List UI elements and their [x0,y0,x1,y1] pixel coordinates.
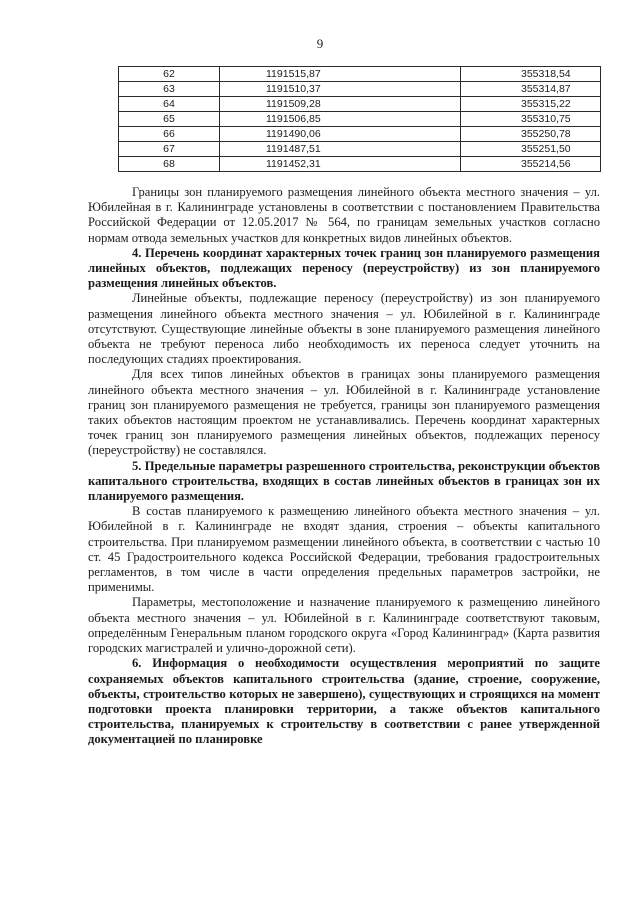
point-number-cell: 65 [119,112,220,127]
y-coordinate-cell: 355310,75 [461,112,601,127]
table-row [119,112,601,127]
section-heading: 4. Перечень координат характерных точек границ зон планируемого размещения линейных объектов, подлежащих переносу (переустройству) из зон планируемого размещения линейных объектов. [88,245,600,291]
y-coordinate-cell: 355214,56 [461,157,601,172]
x-coordinate-cell: 1191452,31 [220,157,461,172]
section-heading: 5. Предельные параметры разрешенного строительства, реконструкции объектов капитального строительства, входящих в состав линейных объектов в границах зон их планируемого размещения. [88,458,600,504]
x-coordinate-cell: 1191490,06 [220,127,461,142]
coordinates-table-body [119,67,601,172]
page-number: 9 [316,36,324,51]
point-number-cell: 63 [119,82,220,97]
paragraph: Границы зон планируемого размещения линейного объекта местного значения – ул. Юбилейная в г. Калининграде установлены в соответствии с постановлением Правительства Российской Федерации от 12.05.2017 № 564, по границам земельных участков согласно нормам отвода земельных участков для конкретных видов линейных объектов. [88,185,600,245]
coordinates-table [118,66,601,172]
point-number-cell: 68 [119,157,220,172]
x-coordinate-cell: 1191509,28 [220,97,461,112]
y-coordinate-cell: 355251,50 [461,142,601,157]
x-coordinate-cell: 1191487,51 [220,142,461,157]
table-row [119,82,601,97]
table-row [119,67,601,82]
y-coordinate-cell: 355318,54 [461,67,601,82]
x-coordinate-cell: 1191515,87 [220,67,461,82]
body-text [88,185,600,748]
point-number-cell: 66 [119,127,220,142]
table-row [119,127,601,142]
y-coordinate-cell: 355314,87 [461,82,601,97]
x-coordinate-cell: 1191506,85 [220,112,461,127]
point-number-cell: 64 [119,97,220,112]
point-number-cell: 62 [119,67,220,82]
table-row [119,142,601,157]
paragraph: Параметры, местоположение и назначение планируемого к размещению линейного объекта местного значения – ул. Юбилейной в г. Калининграде соответствуют таковым, определённым Генеральным планом городского округа «Город Калининград» (Карта развития городских магистралей и улично-дорожной сети). [88,595,600,656]
paragraph: В состав планируемого к размещению линейного объекта местного значения – ул. Юбилейной в г. Калининграде не входят здания, строения – объекты капитального строительства. При планируемом размещении линейного объекта, в соответствии с частью 10 ст. 45 Градостроительного кодекса Российской Федерации, требования градостроительных регламентов, в том числе в части определения предельных параметров застройки, не применимы. [88,504,600,595]
table-row [119,97,601,112]
paragraph: Для всех типов линейных объектов в границах зоны планируемого размещения линейного объекта местного значения – ул. Юбилейной в г. Калининграде установление границ зон планируемого размещения не требуется, границы зон планируемого размещения таких объектов настоящим проектом не устанавливались. Перечень координат характерных точек границ зон планируемого размещения линейных объектов, подлежащих переносу (переустройству) не составлялся. [88,367,600,458]
paragraph: Линейные объекты, подлежащие переносу (переустройству) из зон планируемого размещения линейного объекта местного значения – ул. Юбилейной в г. Калининграде отсутствуют. Существующие линейные объекты в зоне планируемого размещения линейного объекта не требуют переноса либо необходимость их переноса следует уточнить на последующих стадиях проектирования. [88,291,600,367]
point-number-cell: 67 [119,142,220,157]
section-heading: 6. Информация о необходимости осуществления мероприятий по защите сохраняемых объектов капитального строительства (здание, строение, сооружение, объекты, строительство которых не завершено), существующих и строящихся на момент подготовки проекта планировки территории, а также объектов капитального строительства, планируемых к строительству в соответствии с ранее утвержденной документацией по планировке [88,656,600,747]
x-coordinate-cell: 1191510,37 [220,82,461,97]
y-coordinate-cell: 355315,22 [461,97,601,112]
table-row [119,157,601,172]
y-coordinate-cell: 355250,78 [461,127,601,142]
